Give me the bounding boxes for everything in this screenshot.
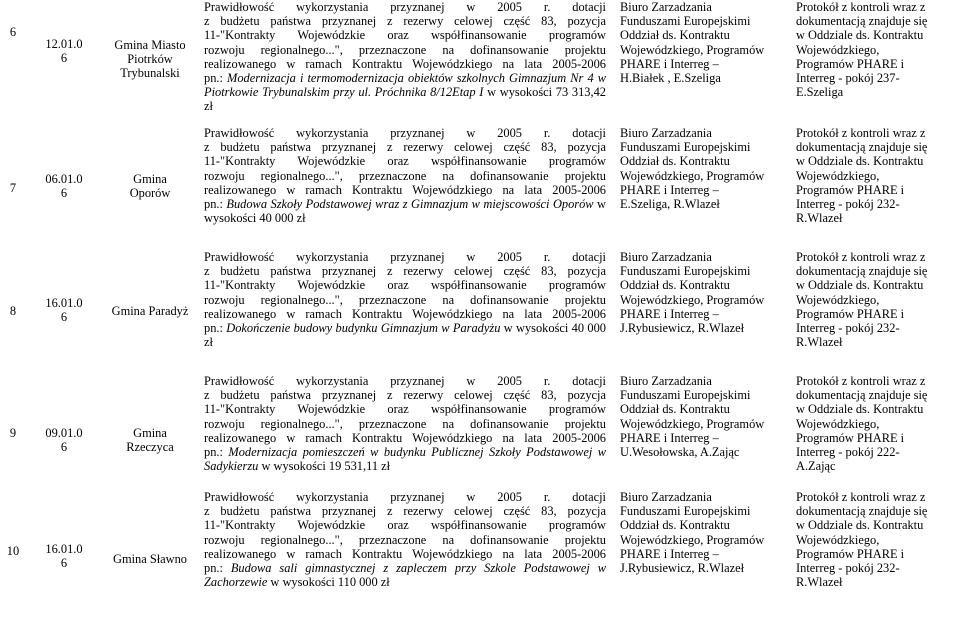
row-number: 10 (6, 544, 20, 558)
note-line: w Oddziale ds. Kontraktu (796, 154, 924, 169)
note-line: dokumentacją znajduje się (796, 264, 928, 279)
controlling-unit (620, 374, 788, 459)
unit-line: Wojewódzkiego, Programów (620, 168, 765, 183)
project-title (204, 71, 606, 114)
date-line: 09.01.0 (45, 426, 83, 440)
unit-line: PHARE i Interreg – (620, 306, 719, 321)
project-title (204, 561, 606, 589)
date-line: 6 (60, 440, 68, 455)
note-line: Programów PHARE i (796, 430, 905, 445)
project-name: Dokończenie budowy budynku Gimnazjum w Paradyżu (226, 321, 501, 336)
date-line: 06.01.0 (45, 172, 83, 186)
date-line: 6 (60, 556, 68, 571)
date-line: 6 (60, 186, 68, 201)
control-date (42, 172, 102, 200)
date-line: 6 (60, 310, 68, 325)
note-line: Wojewódzkiego, (796, 168, 880, 183)
scope-line: 11-"Kontrakty Wojewódzkie oraz współfinansowanie programów (204, 518, 606, 533)
unit-line: Funduszami Europejskimi (620, 504, 751, 519)
date-line: 16.01.0 (45, 542, 83, 556)
audited-entity (102, 38, 198, 81)
note-line: R.Wlazeł (796, 211, 843, 226)
row-number: 7 (9, 181, 17, 195)
note-line: dokumentacją znajduje się (796, 504, 928, 519)
note-line: Protokół z kontroli wraz z (796, 490, 926, 504)
note-line: Wojewódzkiego, (796, 532, 880, 547)
note-line: dokumentacją znajduje się (796, 388, 928, 403)
unit-line: Funduszami Europejskimi (620, 388, 751, 403)
scope-line: realizowanego w ramach Kontraktu Wojewódzkiego na lata 2005-2006 (204, 306, 606, 321)
unit-line: PHARE i Interreg – (620, 182, 719, 197)
project-title (204, 197, 606, 225)
unit-line: PHARE i Interreg – (620, 430, 719, 445)
note-line: Protokół z kontroli wraz z (796, 126, 926, 140)
control-date (42, 426, 102, 454)
unit-line: Biuro Zarzadzania (620, 374, 712, 388)
scope-line: z budżetu państwa przyznanej z rezerwy celowej część 83, pozycja (204, 264, 606, 279)
audited-entity (102, 172, 198, 200)
controlling-unit (620, 490, 788, 575)
unit-line: Biuro Zarzadzania (620, 0, 712, 14)
control-scope (204, 490, 606, 589)
note-line: w Oddziale ds. Kontraktu (796, 278, 924, 293)
grant-amount: w wysokości 73 313,42 zł (204, 85, 606, 114)
scope-line: Prawidłowość wykorzystania przyznanej w 2005 r. dotacji (204, 374, 606, 388)
note-line: Programów PHARE i (796, 182, 905, 197)
grant-amount: w wysokości 19 531,11 zł (258, 459, 391, 474)
scope-line: z budżetu państwa przyznanej z rezerwy celowej część 83, pozycja (204, 504, 606, 519)
entity-line: Trybunalski (120, 66, 180, 81)
protocol-note (796, 490, 946, 589)
project-title (204, 321, 606, 349)
unit-line: Oddział ds. Kontraktu (620, 278, 730, 293)
row-number: 9 (9, 426, 17, 440)
protocol-note (796, 374, 946, 473)
scope-line: z budżetu państwa przyznanej z rezerwy celowej część 83, pozycja (204, 388, 606, 403)
note-line: Wojewódzkiego, (796, 416, 880, 431)
date-line: 12.01.0 (45, 37, 83, 51)
note-line: Interreg - pokój 232- (796, 321, 900, 336)
control-date (42, 37, 102, 65)
entity-line: Gmina Miasto (114, 38, 186, 52)
scope-line: z budżetu państwa przyznanej z rezerwy celowej część 83, pozycja (204, 14, 606, 29)
control-date (42, 542, 102, 570)
entity-line: Gmina (133, 172, 167, 186)
row-number: 6 (9, 25, 17, 39)
note-line: A.Zając (796, 459, 836, 474)
note-line: R.Wlazeł (796, 575, 843, 590)
note-line: Protokół z kontroli wraz z (796, 250, 926, 264)
protocol-note (796, 126, 946, 225)
pn-label: pn.: (204, 321, 227, 336)
project-name: Modernizacja pomieszczeń w budynku Publicznej Szkoły Podstawowej w Sadykierzu (204, 445, 607, 474)
unit-line: E.Szeliga, R.Wlazeł (620, 197, 720, 212)
note-line: Interreg - pokój 237- (796, 71, 900, 86)
protocol-note (796, 0, 946, 99)
unit-line: Wojewódzkiego, Programów (620, 416, 765, 431)
unit-line: PHARE i Interreg – (620, 546, 719, 561)
entity-line: Rzeczyca (126, 440, 174, 455)
unit-line: U.Wesołowska, A.Zając (620, 445, 740, 460)
scope-line: Prawidłowość wykorzystania przyznanej w 2005 r. dotacji (204, 490, 606, 504)
scope-line: 11-"Kontrakty Wojewódzkie oraz współfinansowanie programów (204, 154, 606, 169)
pn-label: pn.: (204, 561, 231, 576)
control-scope (204, 0, 606, 114)
controlling-unit (620, 250, 788, 335)
unit-line: Funduszami Europejskimi (620, 264, 751, 279)
unit-line: J.Rybusiewicz, R.Wlazeł (620, 561, 745, 576)
protocol-note (796, 250, 946, 349)
scope-line: rozwoju regionalnego...", przeznaczone na dofinansowanie projektu (204, 168, 606, 183)
note-line: Protokół z kontroli wraz z (796, 0, 926, 14)
unit-line: Funduszami Europejskimi (620, 140, 751, 155)
note-line: dokumentacją znajduje się (796, 14, 928, 29)
scope-line: rozwoju regionalnego...", przeznaczone na dofinansowanie projektu (204, 416, 606, 431)
scope-line: Prawidłowość wykorzystania przyznanej w 2005 r. dotacji (204, 0, 606, 14)
entity-line: Gmina Sławno (113, 552, 187, 566)
project-title (204, 445, 606, 473)
audited-entity (102, 552, 198, 566)
control-scope (204, 374, 606, 473)
controlling-unit (620, 126, 788, 211)
note-line: Programów PHARE i (796, 546, 905, 561)
scope-line: rozwoju regionalnego...", przeznaczone na dofinansowanie projektu (204, 532, 606, 547)
audited-entity (102, 426, 198, 454)
note-line: w Oddziale ds. Kontraktu (796, 402, 924, 417)
unit-line: Biuro Zarzadzania (620, 126, 712, 140)
control-date (42, 296, 102, 324)
note-line: Wojewódzkiego, (796, 292, 880, 307)
pn-label: pn.: (204, 197, 227, 212)
note-line: Programów PHARE i (796, 56, 905, 71)
grant-amount: w wysokości 110 000 zł (267, 575, 390, 590)
unit-line: Oddział ds. Kontraktu (620, 518, 730, 533)
unit-line: Oddział ds. Kontraktu (620, 402, 730, 417)
unit-line: PHARE i Interreg – (620, 56, 719, 71)
unit-line: Funduszami Europejskimi (620, 14, 751, 29)
scope-line: rozwoju regionalnego...", przeznaczone na dofinansowanie projektu (204, 42, 606, 57)
unit-line: Oddział ds. Kontraktu (620, 28, 730, 43)
scope-line: Prawidłowość wykorzystania przyznanej w 2005 r. dotacji (204, 250, 606, 264)
note-line: dokumentacją znajduje się (796, 140, 928, 155)
entity-line: Piotrków (127, 52, 173, 67)
scope-line: realizowanego w ramach Kontraktu Wojewódzkiego na lata 2005-2006 (204, 546, 606, 561)
pn-label: pn.: (204, 71, 228, 86)
date-line: 6 (60, 51, 68, 66)
date-line: 16.01.0 (45, 296, 83, 310)
control-scope (204, 126, 606, 225)
unit-line: J.Rybusiewicz, R.Wlazeł (620, 321, 745, 336)
note-line: Interreg - pokój 232- (796, 561, 900, 576)
scope-line: realizowanego w ramach Kontraktu Wojewódzkiego na lata 2005-2006 (204, 430, 606, 445)
scope-line: 11-"Kontrakty Wojewódzkie oraz współfinansowanie programów (204, 402, 606, 417)
note-line: Interreg - pokój 222- (796, 445, 900, 460)
note-line: E.Szeliga (796, 85, 844, 100)
note-line: Programów PHARE i (796, 306, 905, 321)
scope-line: z budżetu państwa przyznanej z rezerwy celowej część 83, pozycja (204, 140, 606, 155)
unit-line: Wojewódzkiego, Programów (620, 532, 765, 547)
entity-line: Gmina Paradyż (111, 304, 189, 318)
scope-line: realizowanego w ramach Kontraktu Wojewódzkiego na lata 2005-2006 (204, 56, 606, 71)
note-line: w Oddziale ds. Kontraktu (796, 28, 924, 43)
scope-line: realizowanego w ramach Kontraktu Wojewódzkiego na lata 2005-2006 (204, 182, 606, 197)
pn-label: pn.: (204, 445, 229, 460)
project-name: Budowa Szkoły Podstawowej wraz z Gimnazjum w miejscowości Oporów (226, 197, 594, 212)
grant-amount: w wysokości 40 000 zł (204, 321, 606, 350)
scope-line: 11-"Kontrakty Wojewódzkie oraz współfinansowanie programów (204, 28, 606, 43)
unit-line: Biuro Zarzadzania (620, 250, 712, 264)
scope-line: rozwoju regionalnego...", przeznaczone na dofinansowanie projektu (204, 292, 606, 307)
note-line: Wojewódzkiego, (796, 42, 880, 57)
project-name: Budowa sali gimnastycznej z zapleczem przy Szkole Podstawowej w Zachorzewie (204, 561, 607, 590)
note-line: w Oddziale ds. Kontraktu (796, 518, 924, 533)
unit-line: Oddział ds. Kontraktu (620, 154, 730, 169)
note-line: R.Wlazeł (796, 335, 843, 350)
unit-line: Biuro Zarzadzania (620, 490, 712, 504)
note-line: Interreg - pokój 232- (796, 197, 900, 212)
unit-line: Wojewódzkiego, Programów (620, 42, 765, 57)
control-scope (204, 250, 606, 349)
scope-line: Prawidłowość wykorzystania przyznanej w 2005 r. dotacji (204, 126, 606, 140)
note-line: Protokół z kontroli wraz z (796, 374, 926, 388)
entity-line: Gmina (133, 426, 167, 440)
entity-line: Oporów (129, 186, 171, 201)
grant-amount: w wysokości 40 000 zł (204, 197, 606, 226)
controlling-unit (620, 0, 788, 85)
project-name: Modernizacja i termomodernizacja obiektów szkolnych Gimnazjum Nr 4 w Piotrkowie Trybunalskim przy ul. Próchnika 8/12Etap I (204, 71, 607, 100)
unit-line: Wojewódzkiego, Programów (620, 292, 765, 307)
row-number: 8 (9, 304, 17, 318)
unit-line: H.Białek , E.Szeliga (620, 71, 721, 86)
audited-entity (102, 304, 198, 318)
scope-line: 11-"Kontrakty Wojewódzkie oraz współfinansowanie programów (204, 278, 606, 293)
